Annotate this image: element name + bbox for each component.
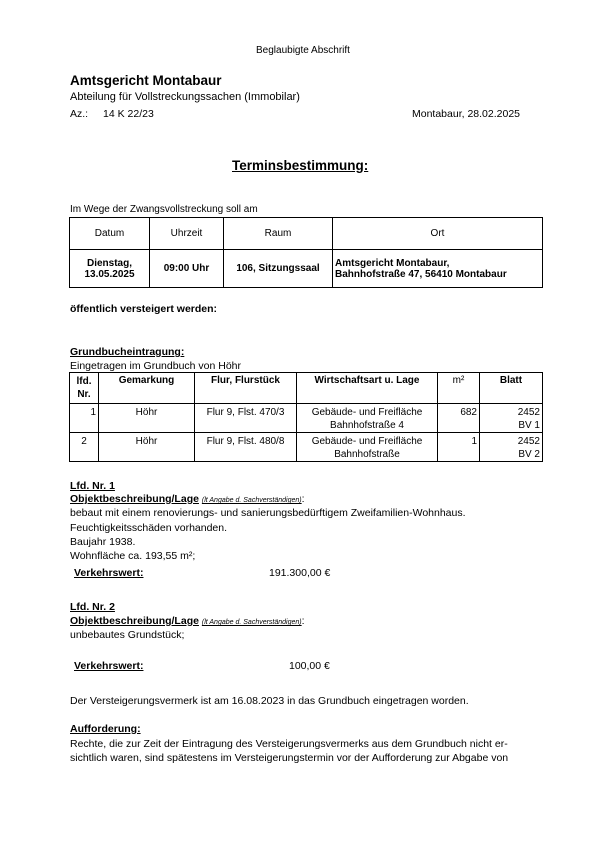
col-gemarkung: Gemarkung [99,373,195,404]
row-qm: 682 [438,404,480,433]
row-blatt-line1: 2452 [517,407,540,418]
lfd2-desc-line1: unbebautes Grundstück; [70,629,185,641]
termin-date [70,250,150,288]
row-blatt [480,433,543,462]
col-ort: Ort [333,218,543,250]
row-wirtschaft [297,404,438,433]
col-wirtschaft: Wirtschaftsart u. Lage [297,373,438,404]
row-wirtschaft [297,433,438,462]
row-nr: 2 [70,433,99,462]
row-nr: 1 [70,404,99,433]
row-wirtschaft-line2: Bahnhofstraße 4 [330,420,404,431]
lfd1-value: 191.300,00 € [269,567,331,579]
row-blatt-line1: 2452 [517,436,540,447]
col-flur: Flur, Flurstück [195,373,297,404]
row-gemarkung: Höhr [99,433,195,462]
lfd1-obj-line [70,493,305,505]
lfd2-heading: Lfd. Nr. 2 [70,601,115,613]
lfd1-desc-line2: Feuchtigkeitsschäden vorhanden. [70,522,228,534]
row-flur: Flur 9, Flst. 480/8 [195,433,297,462]
outcome-text: öffentlich versteigert werden: [70,303,218,315]
lfd1-obj-label: Objektbeschreibung/Lage [70,493,199,505]
lfd2-obj-line [70,615,305,627]
court-department: Abteilung für Vollstreckungssachen (Immobilar) [70,91,300,103]
row-flur: Flur 9, Flst. 470/3 [195,404,297,433]
termin-place-line2: Bahnhofstraße 47, 56410 Montabaur [335,268,507,280]
lfd1-value-label: Verkehrswert: [74,567,144,579]
termin-time: 09:00 Uhr [150,250,224,288]
lfd1-heading: Lfd. Nr. 1 [70,480,115,492]
court-name: Amtsgericht Montabaur [70,73,222,88]
lfd2-obj-note: (lt Angabe d. Sachverständigen) [201,619,302,626]
row-blatt-line2: BV 2 [518,449,540,460]
col-datum: Datum [70,218,150,250]
aufforderung-line1: Rechte, die zur Zeit der Eintragung des Versteigerungsvermerks aus dem Grundbuch nicht er- [70,738,508,750]
row-wirtschaft-line1: Gebäude- und Freifläche [311,436,423,447]
grundbuch-table [69,372,543,462]
grundbuch-header-row [70,373,543,404]
lfd2-obj-colon: : [301,615,305,627]
row-blatt-line2: BV 1 [518,420,540,431]
grundbuch-subheading: Eingetragen im Grundbuch von Höhr [70,360,242,372]
col-qm: m² [438,373,480,404]
termin-date-line1: Dienstag, [86,257,132,269]
lfd1-desc-line3: Baujahr 1938. [70,536,136,548]
table-row [70,404,543,433]
aufforderung-line2: sichtlich waren, sind spätestens im Versteigerungstermin vor der Aufforderung zur Abgabe von [70,752,509,764]
lfd2-value: 100,00 € [289,660,330,672]
termin-room: 106, Sitzungssaal [224,250,333,288]
az-label: Az.: [70,108,89,120]
col-lfd-line2: Nr. [77,389,91,400]
col-lfd [70,373,99,404]
col-raum: Raum [224,218,333,250]
vermerk-text: Der Versteigerungsvermerk ist am 16.08.2023 in das Grundbuch eingetragen worden. [70,695,469,707]
termin-row [70,250,543,288]
row-wirtschaft-line1: Gebäude- und Freifläche [311,407,423,418]
termin-place-line1: Amtsgericht Montabaur, [335,257,450,269]
termin-header-row [70,218,543,250]
lfd1-desc-line1: bebaut mit einem renovierungs- und sanierungsbedürftigem Zweifamilien-Wohnhaus. [70,507,466,519]
document-title: Terminsbestimmung: [232,158,369,173]
aufforderung-heading: Aufforderung: [70,723,141,735]
place-date: Montabaur, 28.02.2025 [412,108,521,120]
lfd2-obj-label: Objektbeschreibung/Lage [70,615,199,627]
lfd2-value-label: Verkehrswert: [74,660,144,672]
copy-note: Beglaubigte Abschrift [256,45,350,56]
row-wirtschaft-line2: Bahnhofstraße [334,449,400,460]
intro-text: Im Wege der Zwangsvollstreckung soll am [70,204,258,215]
termin-table [69,217,543,288]
lfd1-desc-line4: Wohnfläche ca. 193,55 m²; [70,550,196,562]
termin-place [333,250,543,288]
row-qm: 1 [438,433,480,462]
grundbuch-heading: Grundbucheintragung: [70,346,185,358]
row-blatt [480,404,543,433]
col-blatt: Blatt [480,373,543,404]
col-lfd-line1: lfd. [76,376,92,387]
table-row [70,433,543,462]
termin-date-line2: 13.05.2025 [84,268,135,280]
az-value: 14 K 22/23 [103,108,154,120]
col-uhrzeit: Uhrzeit [150,218,224,250]
lfd1-obj-colon: : [301,493,305,505]
row-gemarkung: Höhr [99,404,195,433]
lfd1-obj-note: (lt Angabe d. Sachverständigen) [201,497,302,504]
